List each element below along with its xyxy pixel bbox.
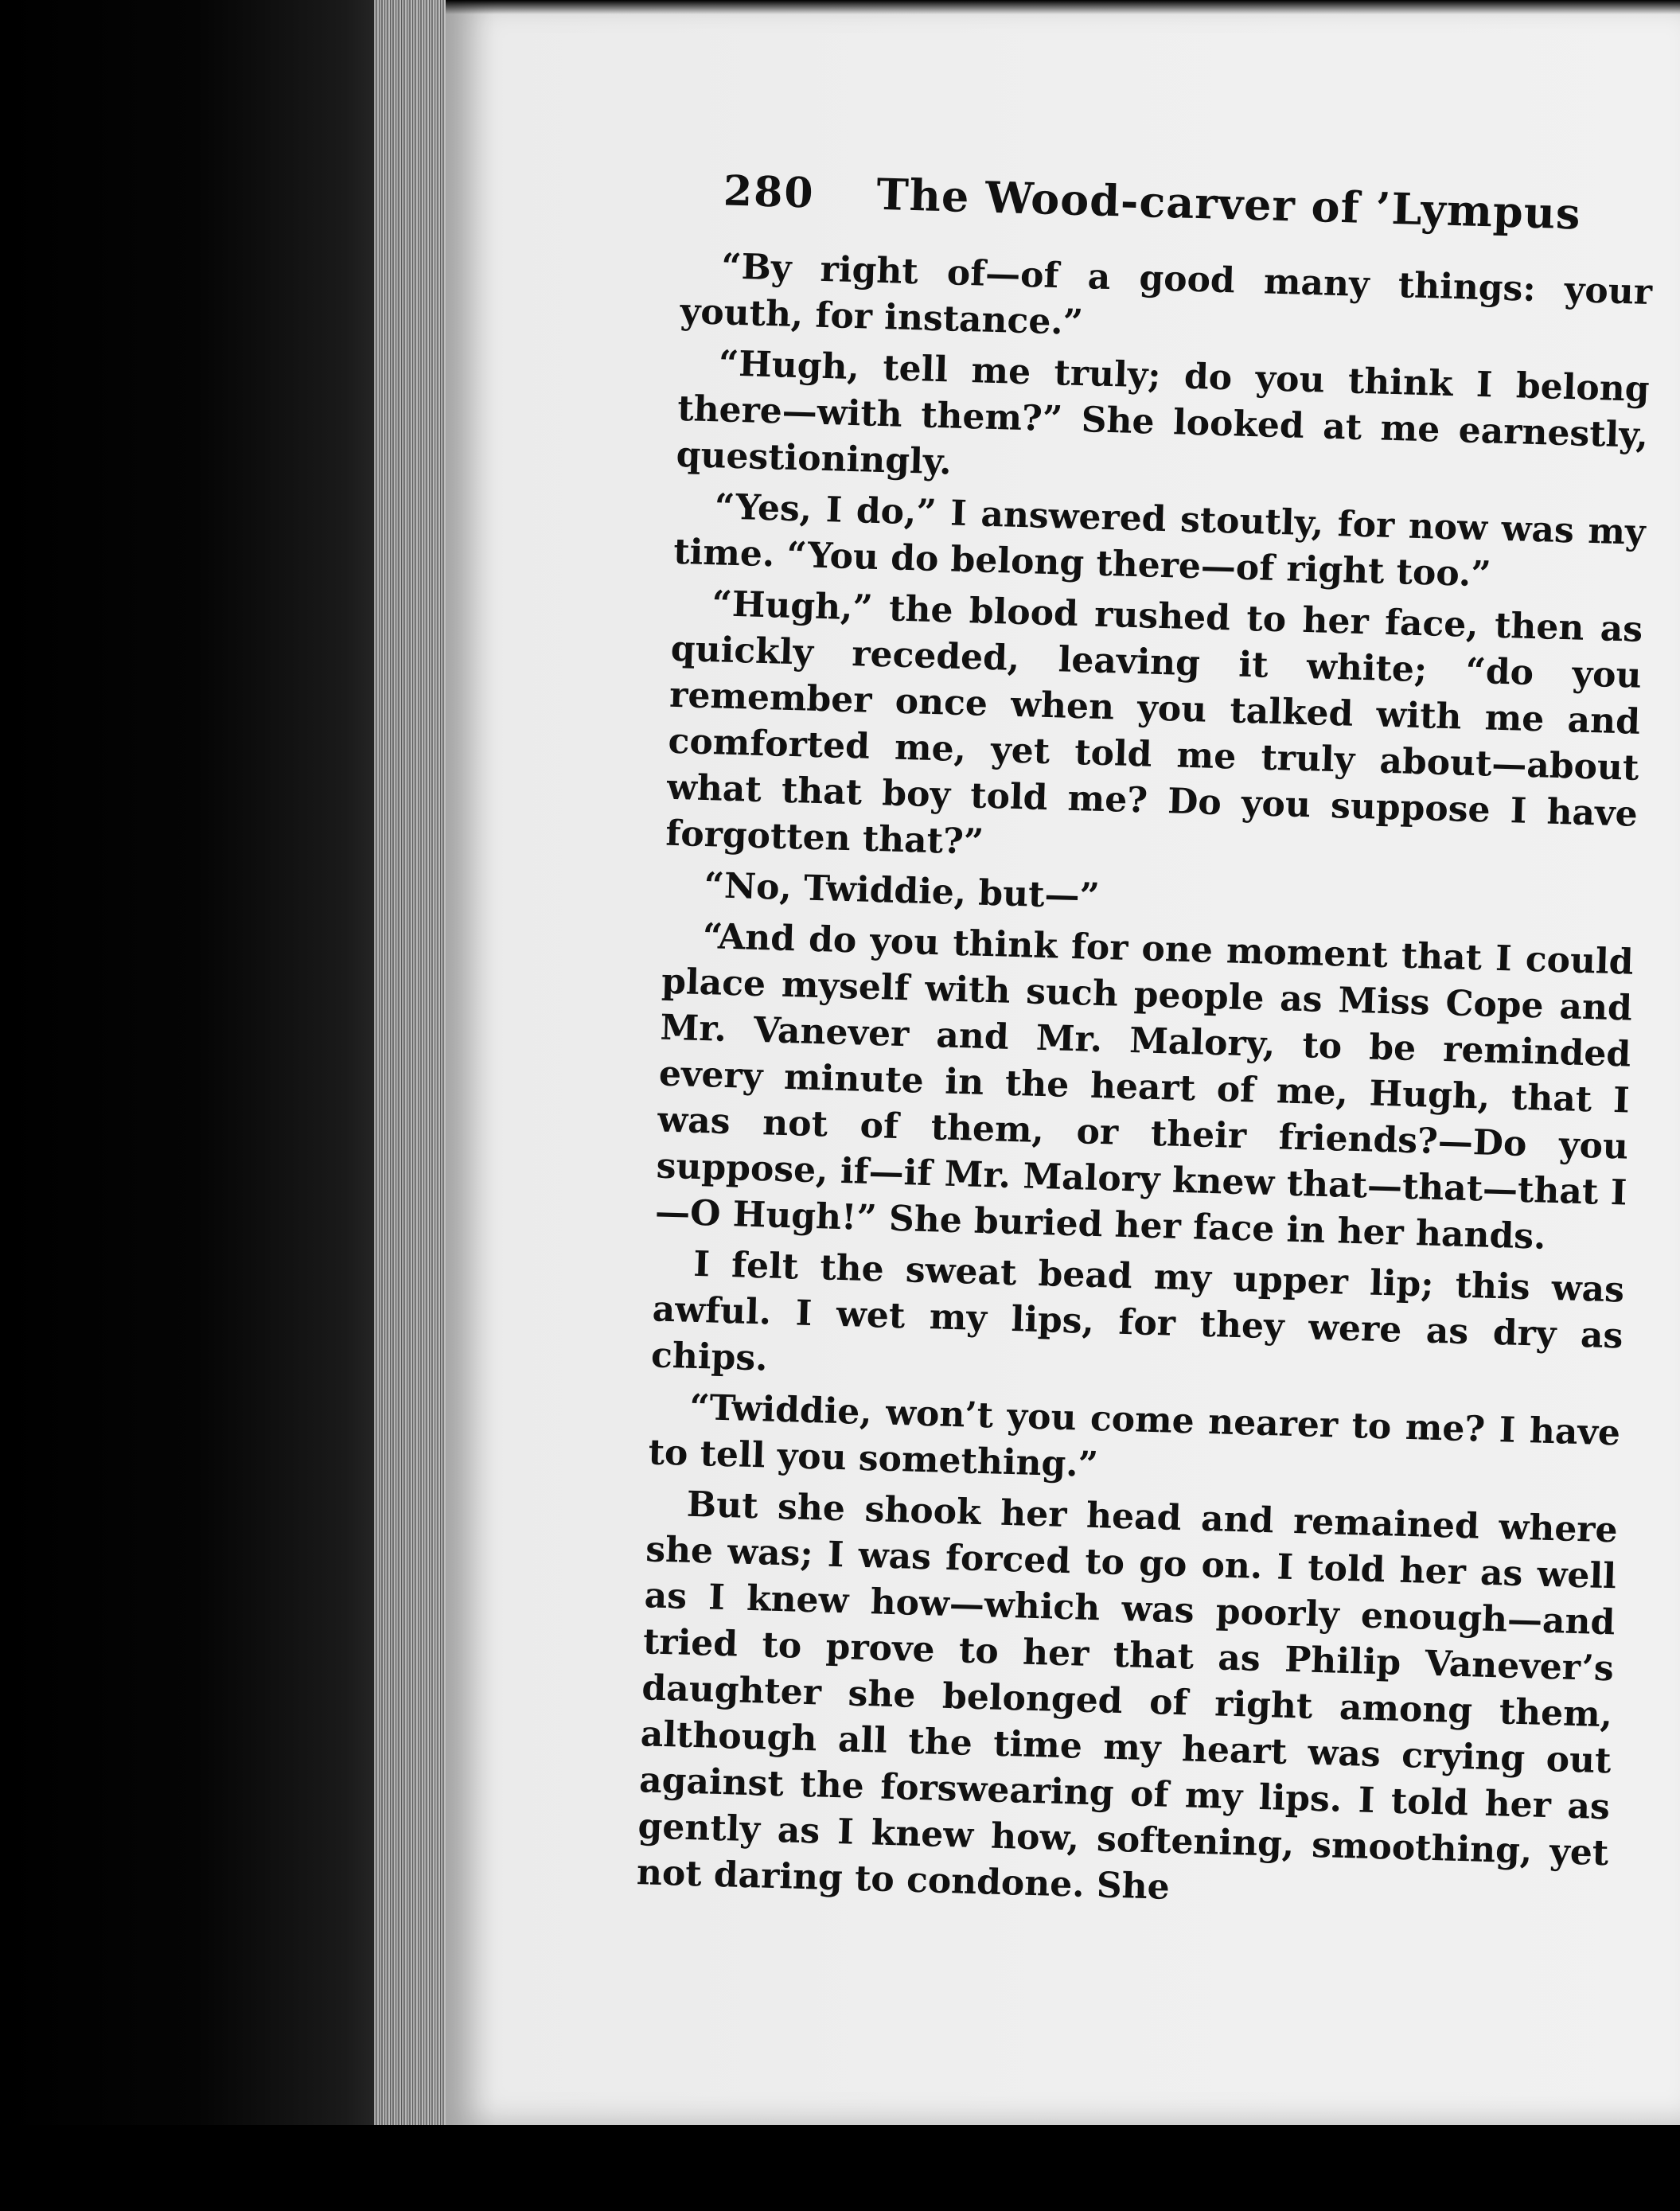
paragraph: “No, Twiddie, but—” — [703, 865, 1101, 917]
page-number: 280 — [723, 166, 816, 218]
page-text-block — [636, 163, 1655, 1928]
paragraph: “Hugh, tell me truly; do you think I belong there—with them?” She looked at me earnestly, questioningly. — [676, 343, 1651, 483]
paragraph: “And do you think for one moment that I could place myself with such people as Miss Cope and Mr. Vanever and Mr. Malory, to be reminded every minute in the heart of me, Hugh, that I was not of them, or their friends?—Do you suppose, if—if Mr. Malory knew that—that—that I—O Hugh!” She buried her face in her hands. — [654, 916, 1635, 1258]
paragraph: I felt the sweat bead my upper lip; this was awful. I wet my lips, for they were as dry as chips. — [650, 1243, 1625, 1379]
top-shadow — [446, 0, 1680, 14]
paragraph: “Twiddie, won’t you come nearer to me? I have to tell you something.” — [648, 1386, 1621, 1486]
paragraph: “By right of—of a good many things: your youth, for instance.” — [680, 246, 1653, 344]
bottom-margin — [0, 2125, 1680, 2211]
paragraph: But she shook her head and remained where she was; I was forced to go on. I told her as well as I knew how—which was poorly enough—and tried to prove to her that as Philip Vanever’s daughter she belonged of right among them, although all the time my heart was crying out against the forswearing of my lips. I told her as gently as I knew how, softening, smoothing, yet not daring to condone. She — [636, 1484, 1619, 1908]
running-title: The Wood-carver of ’Lympus — [875, 168, 1582, 240]
body-text — [636, 243, 1653, 1923]
paragraph: “Yes, I do,” I answered stoutly, for now was my time. “You do belong there—of right too.” — [672, 486, 1647, 595]
paragraph: “Hugh,” the blood rushed to her face, then as quickly receded, leaving it white; “do you remember once when you talked with me and comforted me, yet told me truly about—about what that boy told me? Do you suppose I have forgotten that?” — [665, 583, 1643, 863]
